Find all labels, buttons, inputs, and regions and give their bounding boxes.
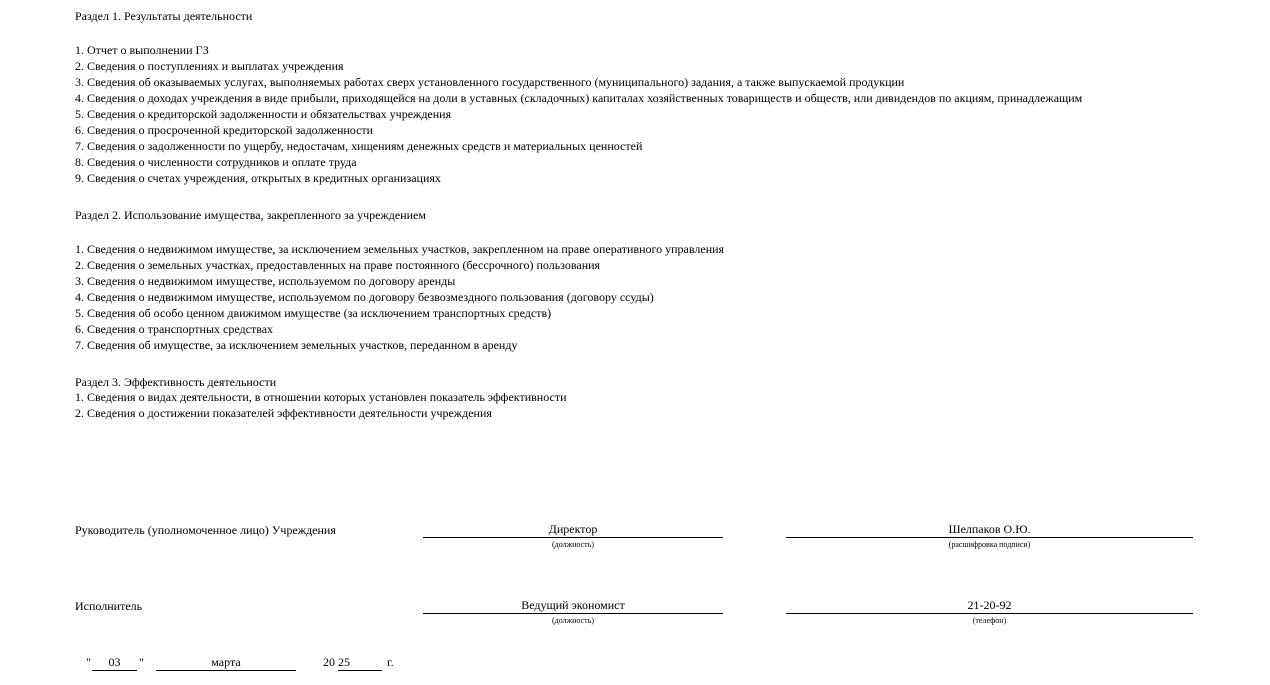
date-month: марта xyxy=(156,654,296,671)
head-name-value: Шелпаков О.Ю. xyxy=(786,522,1193,538)
date-close-quote: " xyxy=(139,655,144,669)
head-name-caption: (расшифровка подписи) xyxy=(948,540,1031,549)
section-1-title: Раздел 1. Результаты деятельности xyxy=(75,9,253,23)
date-year-mark: г. xyxy=(387,655,394,669)
list-item: 6. Сведения о транспортных средствах xyxy=(75,322,274,336)
list-item: 3. Сведения об оказываемых услугах, выполняемых работах сверх установленного государственного (муниципального) задания, а также выпускаемой продукции xyxy=(75,75,905,89)
executor-label: Исполнитель xyxy=(75,599,143,613)
section-3-title: Раздел 3. Эффективность деятельности xyxy=(75,375,277,389)
list-item: 7. Сведения о задолженности по ущербу, недостачам, хищениям денежных средств и материальных ценностей xyxy=(75,139,643,153)
list-item: 1. Сведения о видах деятельности, в отношении которых установлен показатель эффективности xyxy=(75,390,567,404)
list-item: 4. Сведения о доходах учреждения в виде прибыли, приходящейся на доли в уставных (складочных) капиталах хозяйственных товариществ и обществ, или дивидендов по акциям, принадлежащим xyxy=(75,91,1083,105)
list-item: 7. Сведения об имуществе, за исключением земельных участков, переданном в аренду xyxy=(75,338,518,352)
head-name-field xyxy=(786,522,1193,551)
executor-phone-caption: (телефон) xyxy=(972,616,1007,625)
section-3-list xyxy=(75,389,567,421)
list-item: 2. Сведения о поступлениях и выплатах учреждения xyxy=(75,59,344,73)
head-signature-label: Руководитель (уполномоченное лицо) Учреждения xyxy=(75,523,336,537)
section-1-list xyxy=(75,42,1082,186)
list-item: 8. Сведения о численности сотрудников и оплате труда xyxy=(75,155,357,169)
head-position-caption: (должность) xyxy=(552,540,594,549)
executor-phone-field xyxy=(786,598,1193,627)
list-item: 5. Сведения об особо ценном движимом имуществе (за исключением транспортных средств) xyxy=(75,306,552,320)
list-item: 5. Сведения о кредиторской задолженности и обязательствах учреждения xyxy=(75,107,452,121)
executor-position-caption: (должность) xyxy=(552,616,594,625)
section-2-list xyxy=(75,241,724,353)
head-position-value: Директор xyxy=(423,522,723,538)
list-item: 2. Сведения о земельных участках, предоставленных на праве постоянного (бессрочного) пользования xyxy=(75,258,601,272)
date-open-quote: " xyxy=(86,655,91,669)
list-item: 9. Сведения о счетах учреждения, открытых в кредитных организациях xyxy=(75,171,441,185)
date-day: 03 xyxy=(92,654,137,671)
date-year-suffix: 25 xyxy=(338,654,382,671)
date-year-prefix: 20 xyxy=(323,655,335,669)
list-item: 1. Сведения о недвижимом имуществе, за исключением земельных участков, закрепленном на праве оперативного управления xyxy=(75,242,725,256)
executor-position-value: Ведущий экономист xyxy=(423,598,723,614)
list-item: 6. Сведения о просроченной кредиторской задолженности xyxy=(75,123,374,137)
list-item: 3. Сведения о недвижимом имуществе, используемом по договору аренды xyxy=(75,274,456,288)
list-item: 1. Отчет о выполнении ГЗ xyxy=(75,43,209,57)
executor-position-field xyxy=(423,598,723,627)
list-item: 2. Сведения о достижении показателей эффективности деятельности учреждения xyxy=(75,406,492,420)
executor-phone-value: 21-20-92 xyxy=(786,598,1193,614)
list-item: 4. Сведения о недвижимом имуществе, используемом по договору безвозмездного пользования (договору ссуды) xyxy=(75,290,654,304)
head-position-field xyxy=(423,522,723,551)
section-2-title: Раздел 2. Использование имущества, закрепленного за учреждением xyxy=(75,208,426,222)
